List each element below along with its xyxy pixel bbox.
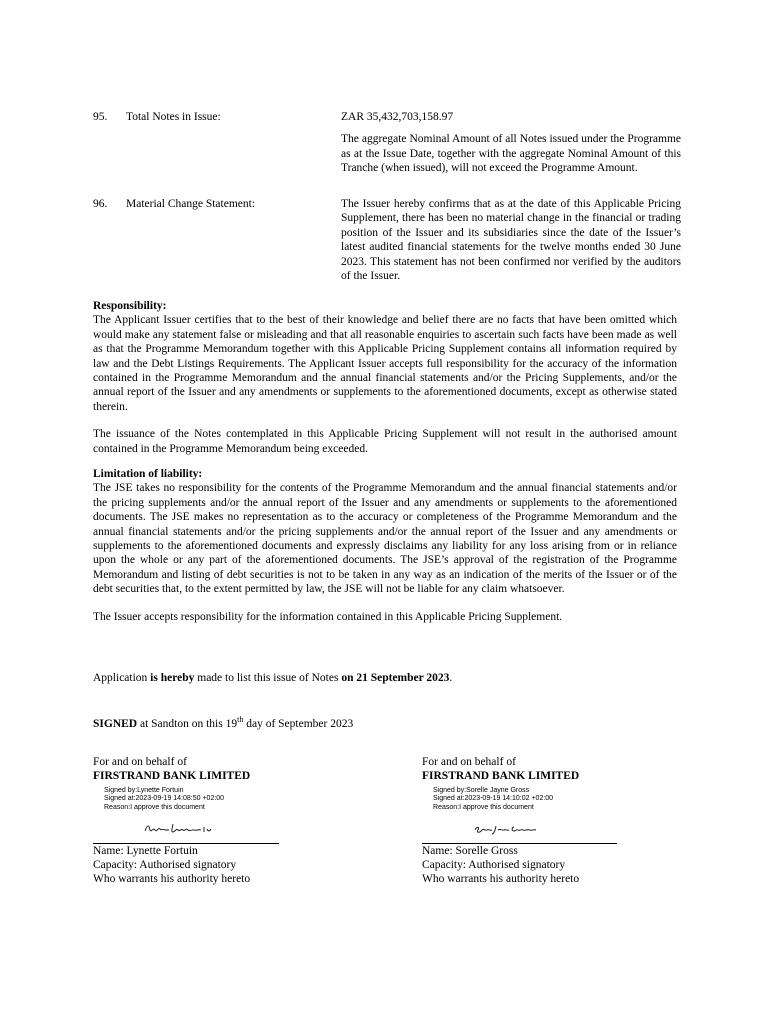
signatory-capacity: Capacity: Authorised signatory <box>93 859 237 871</box>
signatory-name: Name: Sorelle Gross <box>422 844 518 857</box>
signatory-warrants: Who warrants his authority hereto <box>422 873 580 886</box>
stamp-signed-by: Signed by:Lynette Fortuin <box>104 786 184 794</box>
handwritten-signature <box>93 819 333 843</box>
section-heading: Limitation of liability: <box>93 468 203 480</box>
item-value <box>341 197 681 283</box>
application-statement <box>93 671 677 685</box>
digital-signature-stamp <box>433 787 662 813</box>
limitation-section <box>93 467 677 624</box>
signature-scribble <box>472 821 542 837</box>
item-label: Total Notes in Issue: <box>126 111 221 123</box>
text-bold: SIGNED <box>93 717 138 730</box>
digital-signature-stamp <box>104 787 333 813</box>
item-number: 95. <box>93 111 108 123</box>
stamp-reason: Reason:I approve this document <box>104 804 205 811</box>
item-amount: ZAR 35,432,703,158.97 <box>341 111 454 123</box>
stamp-signed-by: Signed by:Sorelle Jayne Gross <box>433 786 530 794</box>
responsibility-section <box>93 299 677 456</box>
issuance-paragraph: The issuance of the Notes contemplated in this Applicable Pricing Supplement will not result in the authorised amount contained in the Programme Memorandum being exceeded. <box>93 428 677 455</box>
responsibility-paragraph: The Applicant Issuer certifies that to the best of their knowledge and belief there are no facts that have been omitted which would make any statement false or misleading and that all reasonable enquiries to ascertain such facts have been made as well as that the Programme Memorandum together with this Applicable Pricing Supplement contains all information required by law and the Debt Listings Requirements. The Applicant Issuer accepts full responsibility for the accuracy of the information contained in the Programme Memorandum and the annual financial statements and/or the Pricing Supplements, and/or the annual report of the Issuer and any amendments or supplements to the aforementioned documents, except as otherwise stated therein. <box>93 314 677 413</box>
behalf-text: For and on behalf of <box>93 756 187 768</box>
text-run: day of September 2023 <box>243 717 354 730</box>
bank-name: FIRSTRAND BANK LIMITED <box>93 770 251 783</box>
stamp-signed-at: Signed at:2023-09-19 14:08:50 +02:00 <box>104 795 225 803</box>
text-bold: is hereby <box>150 672 195 684</box>
item-value <box>341 110 681 176</box>
item-label: Material Change Statement: <box>126 198 256 210</box>
section-heading: Responsibility: <box>93 300 167 312</box>
accepts-paragraph: The Issuer accepts responsibility for the information contained in this Applicable Pricing Supplement. <box>93 610 563 623</box>
item-number: 96. <box>93 198 108 210</box>
signatory-block <box>422 755 662 887</box>
limitation-paragraph: The JSE takes no responsibility for the contents of the Programme Memorandum and the annual financial statements and/or the pricing supplements and/or the annual report of the Issuer and any amendments or supplements to the aforementioned documents. The JSE makes no representation as to the accuracy or completeness of the Programme Memorandum and the annual financial statements and/or the pricing supplements and/or the annual report of the Issuer and any amendments or supplements to the aforementioned documents and expressly disclaims any liability for any loss arising from or in reliance upon the whole or any part of the aforementioned documents. The JSE’s approval of the registration of the Programme Memorandum and listing of debt securities is not to be taken in any way as an indication of the merits of the Issuer or of the debt securities that, to the extent permitted by law, the JSE will not be liable for any claim whatsoever. <box>93 482 677 596</box>
stamp-reason: Reason:I approve this document <box>433 804 534 811</box>
text-run: . <box>449 672 453 684</box>
signatory-name: Name: Lynette Fortuin <box>93 844 198 857</box>
text-run: made to list this issue of Notes <box>194 672 342 684</box>
text-run: at Sandton on this 19 <box>137 717 238 730</box>
signed-statement <box>93 713 677 731</box>
item-paragraph: The aggregate Nominal Amount of all Notes issued under the Programme as at the Issue Date, together with the aggregate Nominal Amount of this Tranche (when issued), will not exceed the Programme Amount. <box>341 133 681 175</box>
text-run: Application <box>93 672 151 684</box>
signatory-warrants: Who warrants his authority hereto <box>93 873 251 886</box>
text-superscript: th <box>237 715 244 724</box>
bank-name: FIRSTRAND BANK LIMITED <box>422 770 580 783</box>
signatory-capacity: Capacity: Authorised signatory <box>422 859 566 871</box>
item-paragraph: The Issuer hereby confirms that as at the date of this Applicable Pricing Supplement, there has been no material change in the financial or trading position of the Issuer and its subsidiaries since the date of the Issuer’s latest audited financial statements for the twelve months ended 30 June 2023. This statement has not been confirmed nor verified by the auditors of the Issuer. <box>341 198 681 283</box>
text-bold: on 21 September 2023 <box>341 672 450 684</box>
behalf-text: For and on behalf of <box>422 756 516 768</box>
handwritten-signature <box>422 819 662 843</box>
signatory-block <box>93 755 333 887</box>
stamp-signed-at: Signed at:2023-09-19 14:10:02 +02:00 <box>433 795 554 803</box>
signature-scribble <box>143 821 213 837</box>
